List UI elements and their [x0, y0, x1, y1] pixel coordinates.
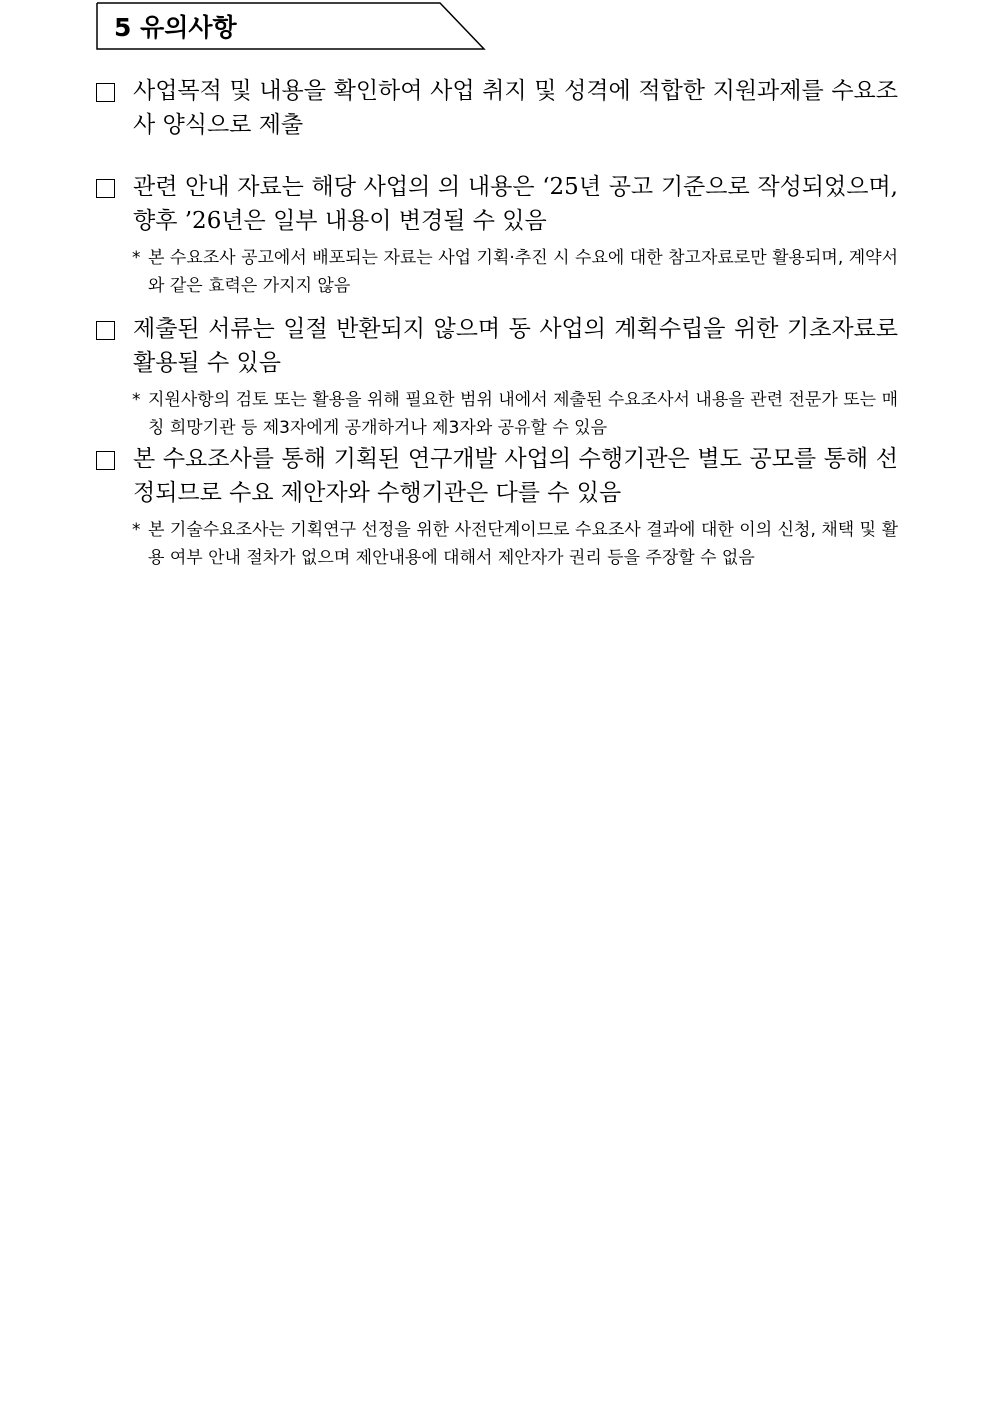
notice-item-text: 제출된 서류는 일절 반환되지 않으며 동 사업의 계획수립을 위한 기초자료로 활용될 수 있음: [133, 316, 898, 376]
notice-item-3: [96, 312, 898, 380]
notice-item-4: [96, 442, 898, 510]
notice-item-text: 사업목적 및 내용을 확인하여 사업 취지 및 성격에 적합한 지원과제를 수요조사 양식으로 제출: [133, 78, 898, 138]
note-text: 지원사항의 검토 또는 활용을 위해 필요한 범위 내에서 제출된 수요조사서 내용을 관련 전문가 또는 매칭 희망기관 등 제3자에게 공개하거나 제3자와 공유할 수 있음: [148, 390, 898, 438]
note-text: 본 수요조사 공고에서 배포되는 자료는 사업 기획·추진 시 수요에 대한 참고자료로만 활용되며, 계약서와 같은 효력은 가지지 않음: [148, 248, 898, 296]
notice-item-2: [96, 170, 898, 238]
notice-note: [132, 386, 898, 442]
notice-item-text: 본 수요조사를 통해 기획된 연구개발 사업의 수행기관은 별도 공모를 통해 선정되므로 수요 제안자와 수행기관은 다를 수 있음: [133, 446, 898, 506]
note-asterisk: *: [132, 390, 141, 410]
note-text: 본 기술수요조사는 기획연구 선정을 위한 사전단계이므로 수요조사 결과에 대한 이의 신청, 채택 및 활용 여부 안내 절차가 없으며 제안내용에 대해서 제안자가 권리 등을 주장할 수 없음: [148, 520, 898, 568]
checkbox-square-icon: [96, 321, 115, 340]
section-header: [96, 2, 486, 50]
checkbox-square-icon: [96, 83, 115, 102]
notice-note: [132, 244, 898, 300]
note-asterisk: *: [132, 520, 141, 540]
checkbox-square-icon: [96, 179, 115, 198]
section-title: 5 유의사항: [114, 13, 237, 42]
checkbox-square-icon: [96, 451, 115, 470]
notice-item-text: 관련 안내 자료는 해당 사업의 의 내용은 ‘25년 공고 기준으로 작성되었으며, 향후 ’26년은 일부 내용이 변경될 수 있음: [133, 174, 898, 234]
notice-note: [132, 516, 898, 572]
notice-item-1: [96, 74, 898, 142]
notice-list: [96, 74, 898, 572]
note-asterisk: *: [132, 248, 141, 268]
